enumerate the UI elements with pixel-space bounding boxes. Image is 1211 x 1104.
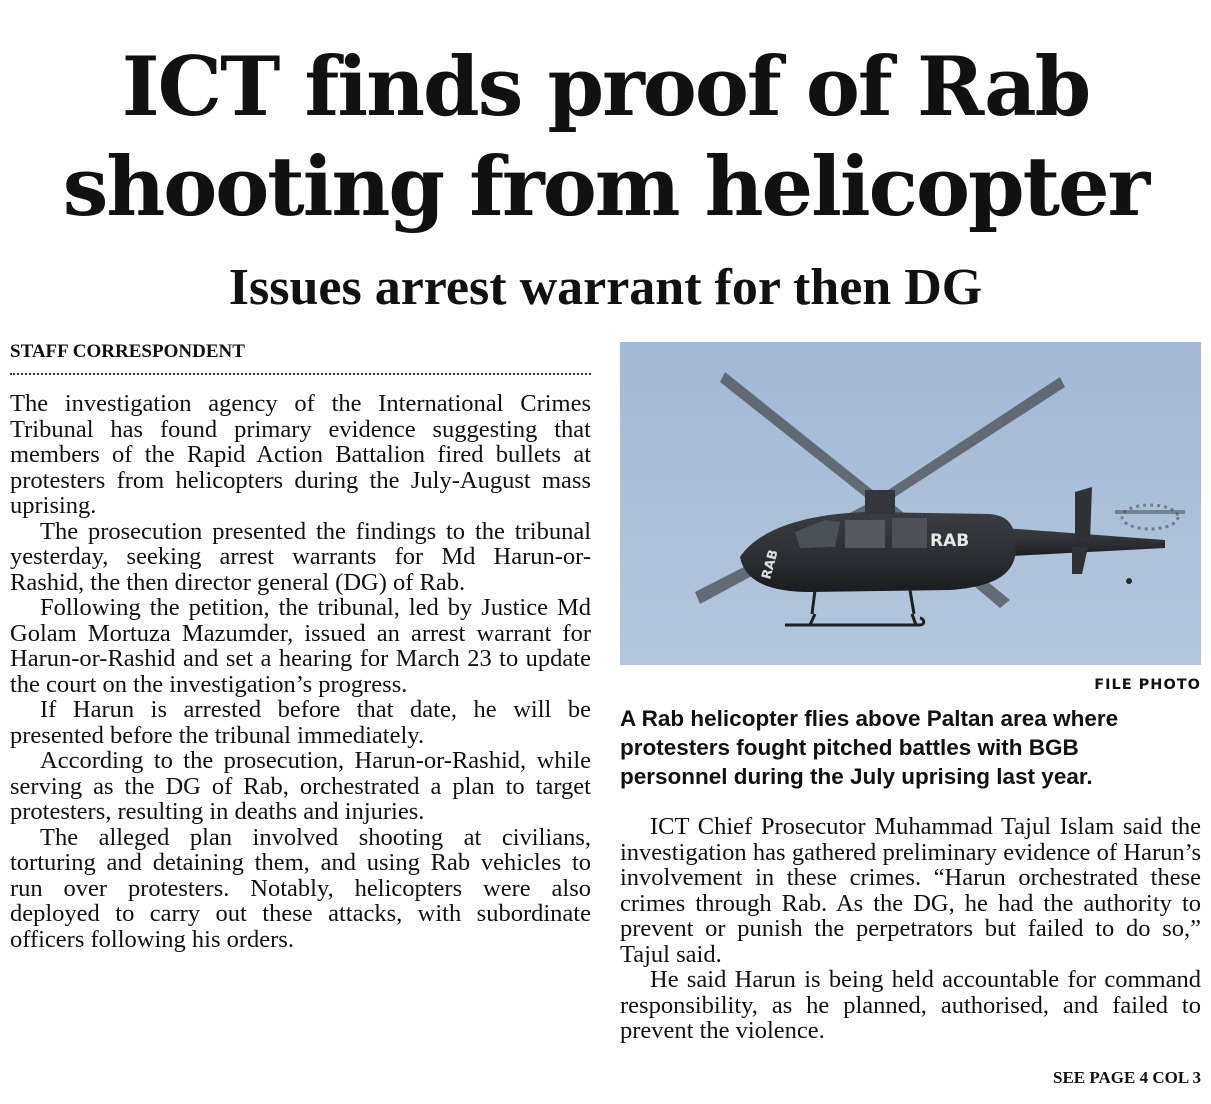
headline-line-1: ICT finds proof of Rab bbox=[121, 40, 1090, 135]
headline-line-2: shooting from helicopter bbox=[62, 140, 1149, 235]
article-body-left bbox=[10, 391, 591, 952]
window-door bbox=[892, 518, 927, 548]
headline bbox=[0, 38, 1211, 238]
byline: STAFF CORRESPONDENT bbox=[10, 341, 245, 362]
paragraph: ICT Chief Prosecutor Muhammad Tajul Islam said the investigation has gathered preliminary evidence of Harun’s involvement in these crimes. “Harun orchestrated these crimes through Rab. As the DG, he had the authority to prevent or punish the perpetrators but failed to do so,” Tajul said. bbox=[620, 813, 1201, 968]
helicopter-photo bbox=[620, 342, 1201, 665]
rotor-hub bbox=[865, 490, 895, 514]
paragraph: According to the prosecution, Harun-or-Rashid, while serving as the DG of Rab, orchestrated a plan to target protesters, resulting in deaths and injuries. bbox=[10, 747, 591, 825]
sky bbox=[620, 342, 1201, 665]
paragraph: The prosecution presented the findings to the tribunal yesterday, seeking arrest warrants for Md Harun-or-Rashid, the then director general (DG) of Rab. bbox=[10, 517, 591, 596]
paragraph: If Harun is arrested before that date, he will be presented before the tribunal immediately. bbox=[10, 696, 591, 749]
paragraph: Following the petition, the tribunal, led by Justice Md Golam Mortuza Mazumder, issued an arrest warrant for Harun-or-Rashid and set a hearing for March 23 to update the court on the investigation’s progress. bbox=[10, 594, 591, 698]
photo-credit: FILE PHOTO bbox=[1094, 677, 1201, 693]
subheadline: Issues arrest warrant for then DG bbox=[228, 259, 983, 316]
tail-fin bbox=[1075, 487, 1092, 542]
fuselage-marking: RAB bbox=[930, 531, 970, 551]
photo-caption: A Rab helicopter flies above Paltan area where protesters fought pitched battles with BGB personnel during the July uprising last year. bbox=[620, 706, 1119, 789]
nose-marking: RAB bbox=[759, 548, 782, 582]
byline-divider bbox=[10, 373, 591, 375]
distant-bird bbox=[1126, 578, 1132, 584]
paragraph: He said Harun is being held accountable for command responsibility, as he planned, authorised, and failed to prevent the violence. bbox=[620, 966, 1201, 1044]
article-body-right bbox=[620, 814, 1201, 1044]
continuation-jump[interactable]: SEE PAGE 4 COL 3 bbox=[1053, 1068, 1201, 1087]
paragraph: The investigation agency of the International Crimes Tribunal has found primary evidence suggesting that members of the Rapid Action Battalion fired bullets at protesters from helicopters during the July-August mass uprising. bbox=[10, 390, 591, 519]
window-cabin bbox=[845, 520, 885, 548]
paragraph: The alleged plan involved shooting at civilians, torturing and detaining them, and using Rab vehicles to run over protesters. Notably, helicopters were also deployed to carry out these attacks, with subordinate officers following his orders. bbox=[10, 823, 591, 953]
